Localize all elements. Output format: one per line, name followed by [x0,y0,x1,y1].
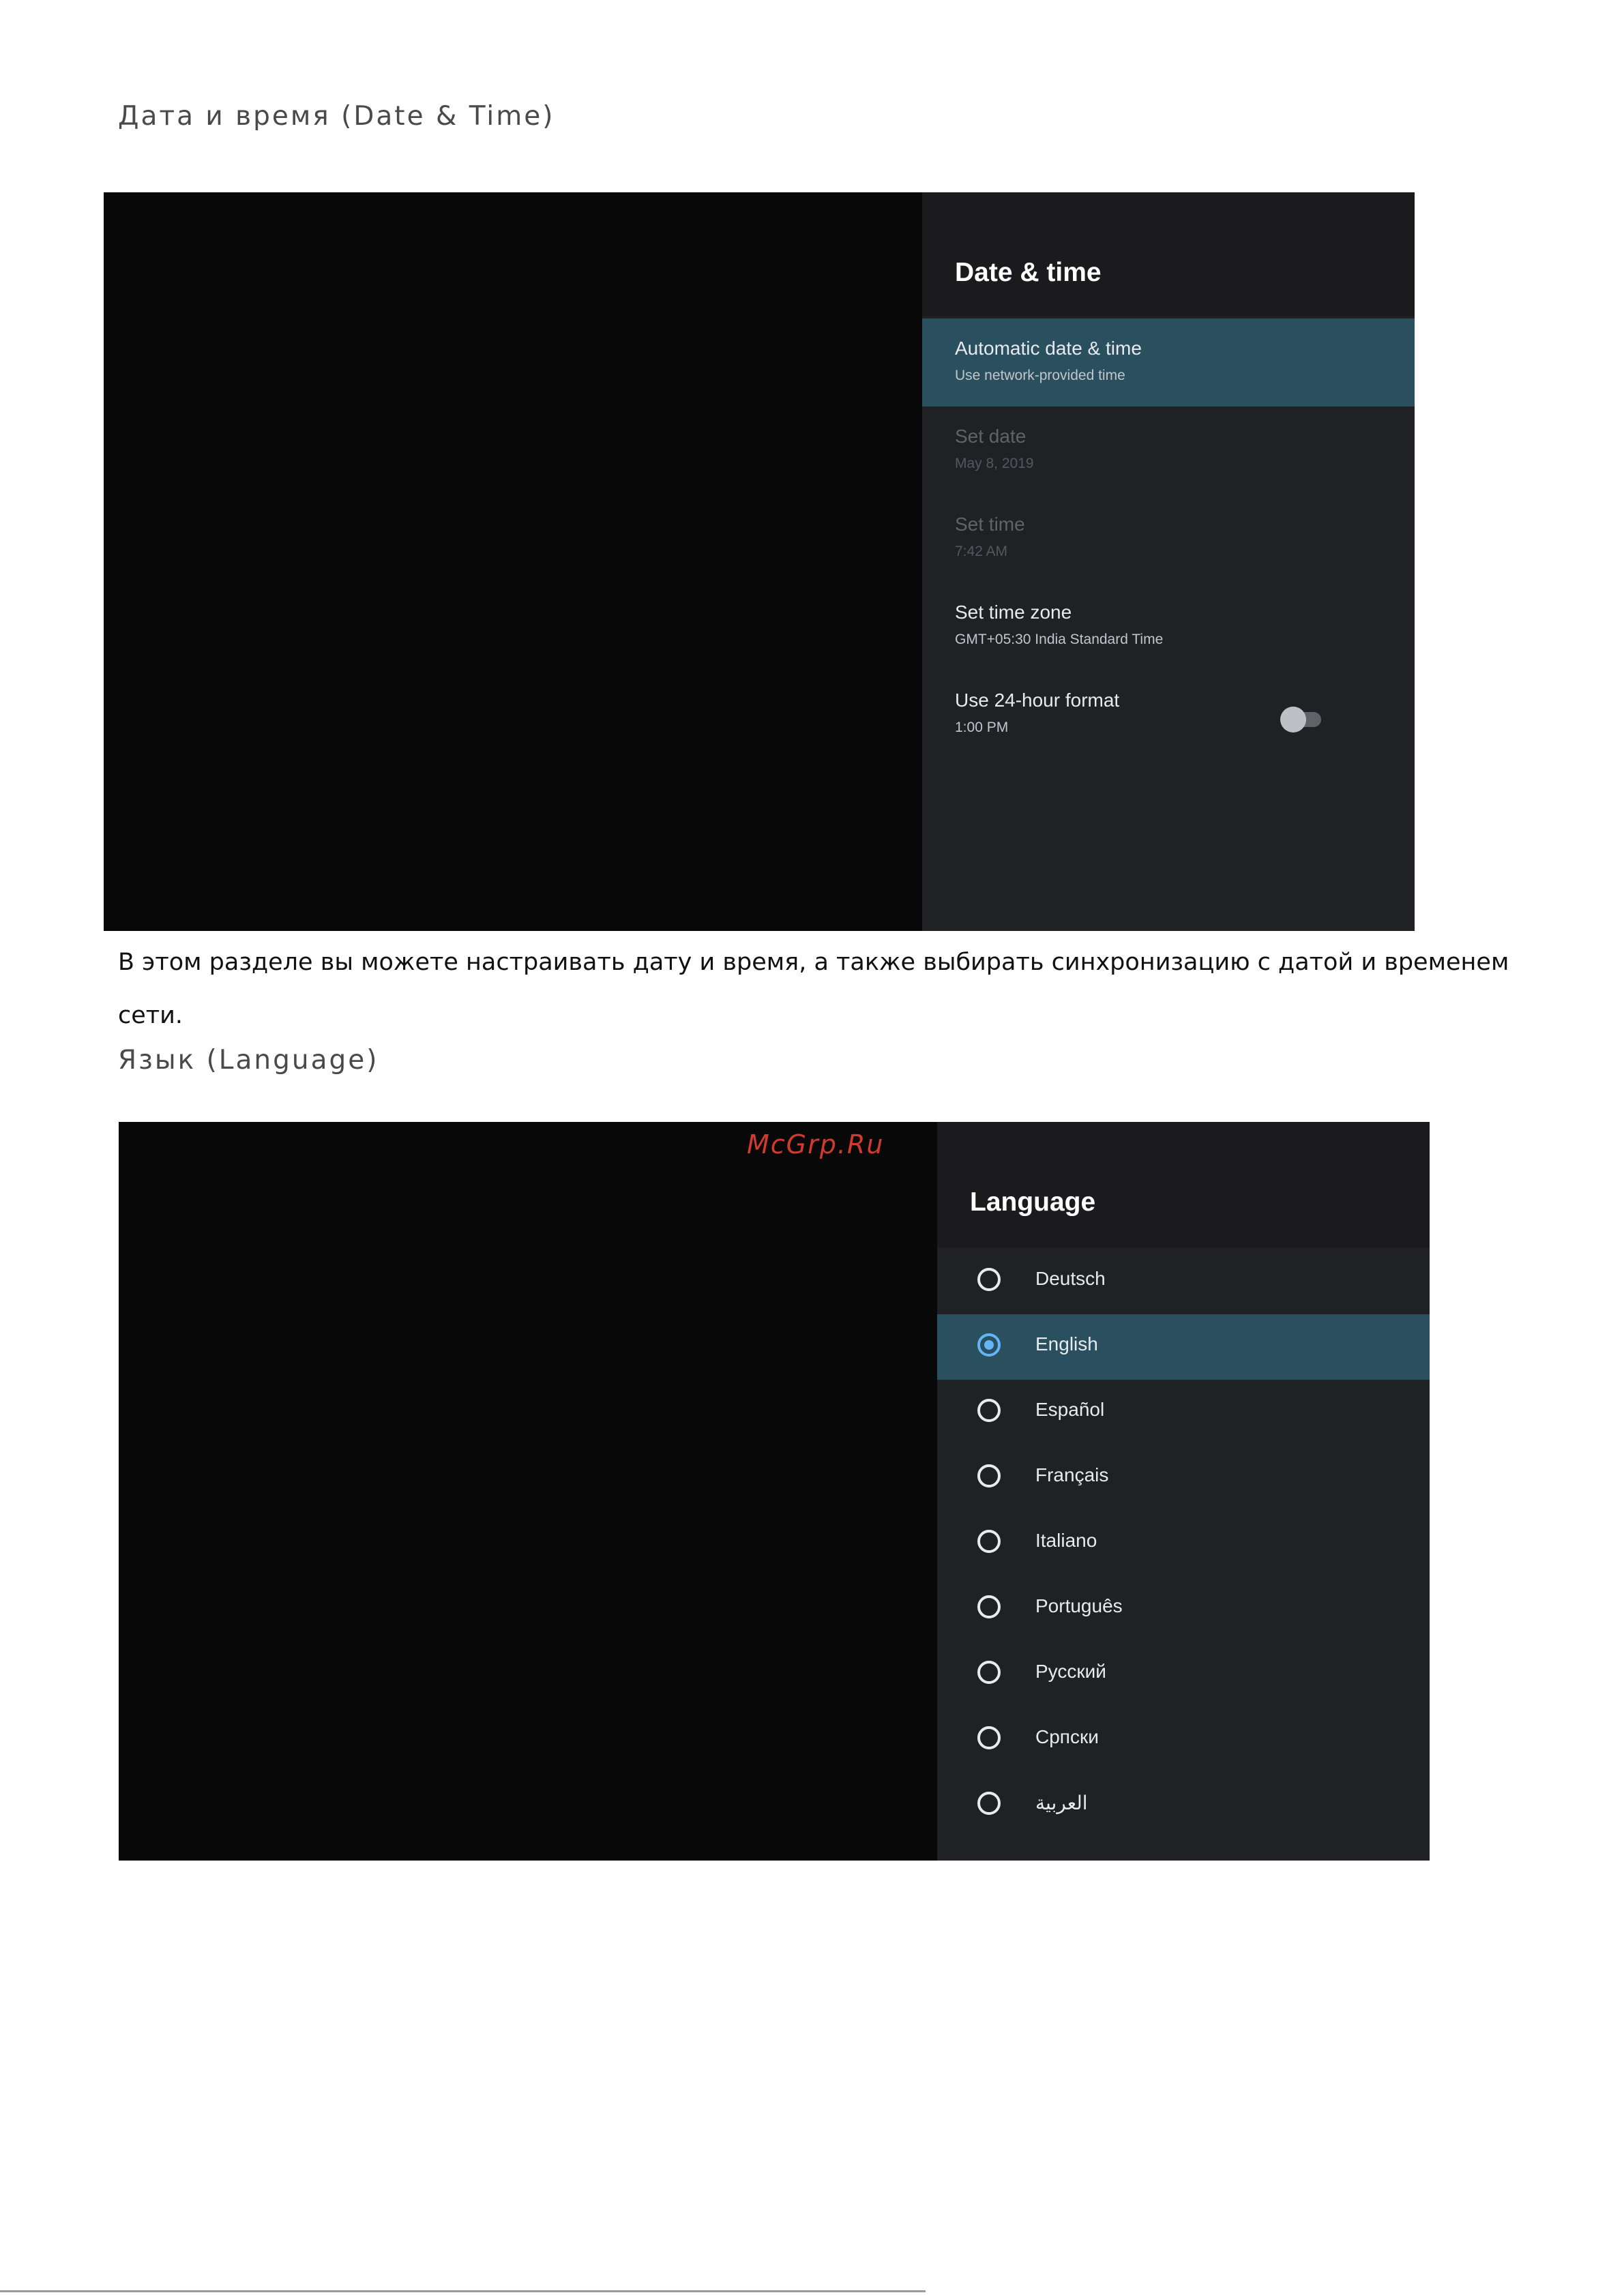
use-24-hour-format-item[interactable] [922,670,1415,758]
language-label: Deutsch [1035,1268,1106,1289]
language-option-francais[interactable] [937,1445,1430,1511]
language-label: Português [1035,1595,1123,1616]
radio-unchecked-icon [977,1726,1001,1749]
language-label: English [1035,1333,1098,1354]
datetime-screenshot [104,192,1415,931]
item-title: Set time zone [955,602,1072,623]
language-option-russian[interactable] [937,1642,1430,1707]
set-time-zone-item[interactable] [922,582,1415,670]
language-option-deutsch[interactable] [937,1249,1430,1314]
language-option-serbian[interactable] [937,1707,1430,1773]
item-title: Set time [955,514,1025,535]
language-label: Српски [1035,1726,1099,1747]
datetime-description: В этом разделе вы можете настраивать дату и время, а также выбирать синхронизацию с датой и временем сети. [118,949,1509,1029]
datetime-settings-panel [922,192,1415,931]
language-option-portugues[interactable] [937,1576,1430,1642]
radio-unchecked-icon [977,1661,1001,1684]
panel-title: Language [970,1187,1096,1217]
radio-checked-icon [977,1333,1001,1357]
panel-title: Date & time [955,258,1102,287]
set-time-item [922,494,1415,582]
language-option-espanol[interactable] [937,1380,1430,1445]
tv-background [119,1122,937,1861]
item-title: Use 24-hour format [955,690,1120,711]
radio-dot [984,1340,994,1350]
automatic-date-time-item[interactable] [922,319,1415,406]
radio-unchecked-icon [977,1530,1001,1553]
language-screenshot [119,1122,1430,1861]
radio-unchecked-icon [977,1268,1001,1291]
language-label: Italiano [1035,1530,1097,1551]
footer-rule [0,2290,926,2292]
language-option-english[interactable] [937,1314,1430,1380]
language-label: Русский [1035,1661,1106,1682]
item-subtitle: May 8, 2019 [955,456,1034,471]
item-subtitle: 1:00 PM [955,720,1009,735]
radio-unchecked-icon [977,1595,1001,1618]
tv-background [104,192,922,931]
watermark: McGrp.Ru [747,1129,885,1159]
set-date-item [922,406,1415,494]
panel-header [922,192,1415,316]
radio-unchecked-icon [977,1792,1001,1815]
language-label: Français [1035,1464,1109,1485]
24-hour-toggle[interactable] [1280,709,1323,726]
radio-unchecked-icon [977,1399,1001,1422]
item-subtitle: 7:42 AM [955,544,1008,559]
item-title: Automatic date & time [955,338,1142,359]
item-subtitle: GMT+05:30 India Standard Time [955,632,1164,647]
item-subtitle: Use network-provided time [955,368,1125,383]
language-label: العربية [1035,1792,1088,1813]
language-settings-panel [937,1122,1430,1861]
language-label: Español [1035,1399,1105,1420]
item-title: Set date [955,426,1027,447]
language-section-heading: Язык (Language) [118,1045,379,1076]
panel-header [937,1122,1430,1247]
radio-unchecked-icon [977,1464,1001,1487]
language-option-arabic[interactable] [937,1773,1430,1838]
toggle-thumb [1280,707,1306,732]
language-option-italiano[interactable] [937,1511,1430,1576]
datetime-section-heading: Дата и время (Date & Time) [118,101,555,132]
